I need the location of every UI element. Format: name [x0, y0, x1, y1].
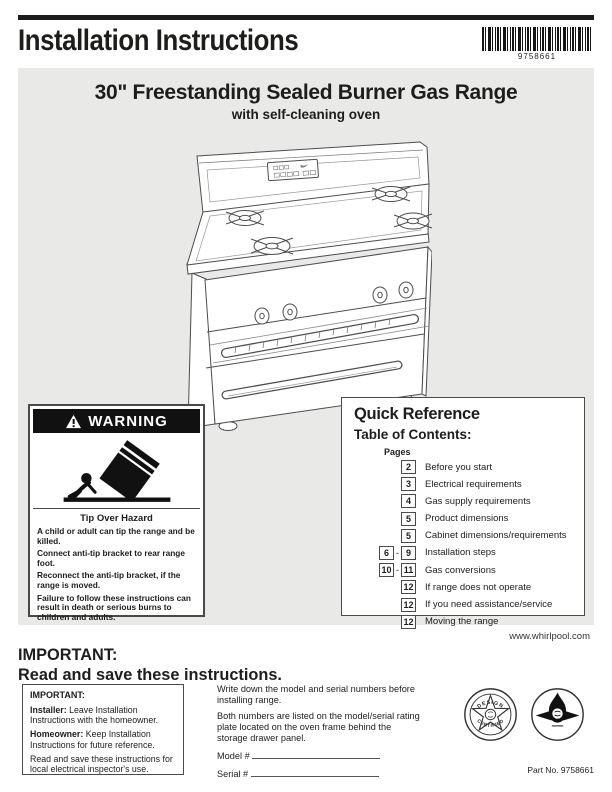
model-number-line: Model # — [217, 749, 422, 761]
warning-triangle-icon — [65, 414, 82, 429]
page-number-box: 2 — [401, 460, 416, 474]
toc-item-label: If you need assistance/service — [425, 599, 553, 610]
serial-number-line: Serial # — [217, 767, 422, 779]
page-number-box: 4 — [401, 494, 416, 508]
important-note-box — [22, 684, 184, 775]
toc-item-label: Cabinet dimensions/requirements — [425, 530, 567, 542]
toc-item-label: Gas conversions — [425, 564, 496, 576]
barcode — [482, 27, 592, 61]
svg-text:DESIGN: DESIGN — [476, 699, 505, 710]
toc-row — [354, 477, 574, 491]
warning-header — [33, 409, 200, 433]
toc-row — [354, 460, 574, 474]
important-heading-line1: IMPORTANT: — [18, 645, 118, 664]
website-url: www.whirlpool.com — [509, 631, 590, 642]
toc-row — [354, 529, 574, 543]
toc-item-label: Electrical requirements — [425, 478, 522, 490]
toc-item-label: Product dimensions — [425, 513, 509, 525]
document-title: Installation Instructions — [18, 24, 299, 57]
control-panel-display — [267, 159, 318, 180]
barcode-bars-icon — [482, 27, 592, 51]
pages-column-label: Pages — [384, 447, 411, 457]
toc-row — [354, 563, 574, 577]
important-box-title: IMPORTANT: — [30, 690, 85, 700]
model-serial-para2: Both numbers are listed on the model/serial rating plate located on the oven frame behind the storage drawer panel. — [217, 711, 420, 744]
product-subtitle-2: with self-cleaning oven — [231, 107, 381, 122]
homeowner-note: Homeowner: Keep Installation Instructions for future reference. — [30, 729, 155, 750]
warning-text-lines — [37, 527, 196, 622]
toc-item-label: Installation steps — [425, 547, 496, 559]
product-subtitle: 30" Freestanding Sealed Burner Gas Range — [94, 81, 518, 104]
important-heading-line2: Read and save these instructions. — [18, 665, 282, 685]
table-of-contents-title: Table of Contents: — [354, 427, 472, 442]
toc-item-label: Moving the range — [425, 616, 499, 628]
hazard-title: Tip Over Hazard — [80, 513, 153, 524]
design-certified-star-logo — [462, 686, 519, 743]
page-number-box: 10 — [379, 563, 394, 577]
page-range-dash: - — [396, 547, 399, 558]
model-number-blank — [252, 749, 380, 759]
page-number-box: 6 — [379, 546, 394, 560]
page-range-dash: - — [396, 565, 399, 576]
page-number-box: 12 — [401, 580, 416, 594]
page-number-box: 12 — [401, 598, 416, 612]
warning-line: Reconnect the anti-tip bracket, if the range is moved. — [37, 570, 181, 591]
homeowner-label: Homeowner: — [30, 729, 84, 740]
toc-row — [354, 615, 574, 629]
inspector-note: Read and save these instructions for local electrical inspector's use. — [30, 754, 173, 775]
installer-label: Installer: — [30, 704, 67, 715]
warning-line: Connect anti-tip bracket to rear range foot. — [37, 548, 185, 568]
tip-over-pictogram — [30, 436, 203, 508]
certification-logos — [462, 686, 586, 743]
page-number-box: 11 — [401, 563, 416, 577]
toc-item-label: Gas supply requirements — [425, 495, 531, 507]
warning-header-label: WARNING — [88, 412, 168, 430]
page-number-box: 5 — [401, 512, 416, 526]
page-number-box: 9 — [401, 546, 416, 560]
model-serial-instructions — [217, 684, 422, 785]
warning-line: A child or adult can tip the range and be killed. — [37, 526, 195, 546]
installer-note: Installer: Leave Installation Instructions with the homeowner. — [30, 704, 159, 725]
important-heading — [18, 645, 282, 685]
toc-row — [354, 494, 574, 508]
warning-text-section — [33, 508, 200, 622]
toc-row — [354, 580, 574, 594]
toc-row — [354, 598, 574, 612]
svg-text:CERTIFIED: CERTIFIED — [475, 718, 506, 730]
toc-item-label: If range does not operate — [425, 581, 532, 593]
part-number: Part No. 9758661 — [527, 765, 594, 775]
toc-row — [354, 512, 574, 526]
tip-over-warning-box — [28, 404, 205, 622]
page-number-box: 5 — [401, 529, 416, 543]
header-rule — [18, 15, 594, 20]
quick-reference-title: Quick Reference — [354, 405, 480, 423]
barcode-number: 9758661 — [517, 52, 557, 61]
page-number-box: 12 — [401, 615, 416, 629]
gas-flame-certified-logo — [529, 686, 586, 743]
toc-row — [354, 546, 574, 560]
toc-rows — [354, 460, 574, 629]
page-number-box: 3 — [401, 477, 416, 491]
quick-reference-box — [341, 397, 585, 628]
cover-panel — [18, 68, 594, 628]
warning-line: Failure to follow these instructions can result in death or serious burns to children and adults. — [37, 592, 191, 622]
model-serial-para1: Write down the model and serial numbers before installing range. — [217, 684, 415, 706]
gas-range-illustration — [182, 132, 432, 432]
serial-number-blank — [251, 767, 379, 777]
toc-item-label: Before you start — [425, 461, 493, 473]
